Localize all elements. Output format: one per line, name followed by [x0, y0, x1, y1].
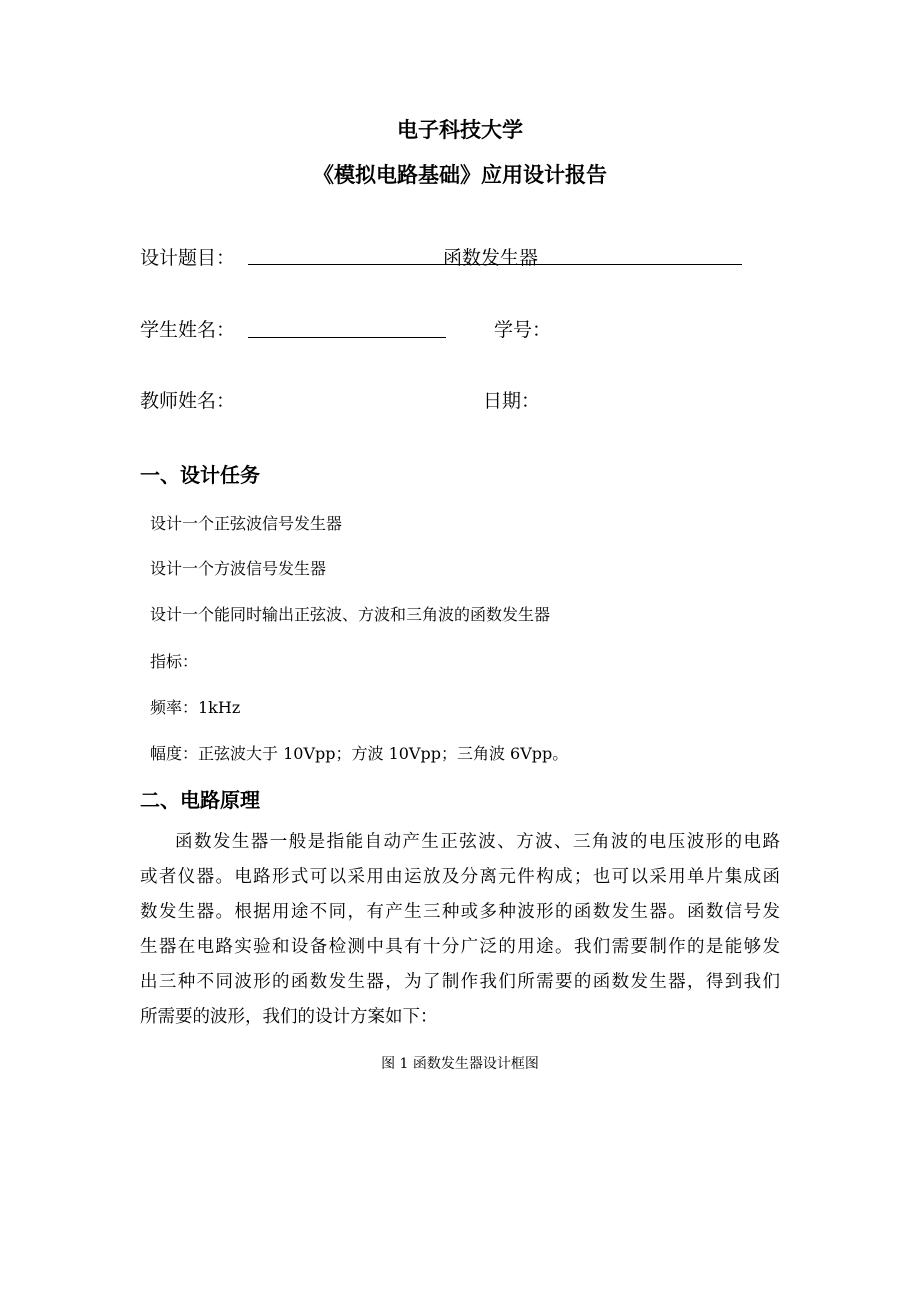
principle-paragraph [140, 828, 780, 1038]
task-item: 频率：1kHz [150, 698, 241, 717]
paragraph-line: 函数发生器一般是指能自动产生正弦波、方波、三角波的电压波形的电路 [175, 832, 780, 852]
figure-caption: 图 1 函数发生器设计框图 [381, 1056, 539, 1072]
report-title: 《模拟电路基础》应用设计报告 [313, 162, 607, 187]
section2-heading: 二、电路原理 [140, 788, 260, 812]
task-item: 设计一个正弦波信号发生器 [150, 514, 343, 533]
task-item: 设计一个能同时输出正弦波、方波和三角波的函数发生器 [150, 605, 551, 624]
student-name-underline [248, 337, 446, 338]
student-name-label: 学生姓名： [140, 319, 236, 341]
paragraph-line: 所需要的波形，我们的设计方案如下： [140, 1007, 438, 1027]
paragraph-line: 出三种不同波形的函数发生器，为了制作我们所需要的函数发生器，得到我们 [140, 972, 780, 992]
paragraph-line: 生器在电路实验和设备检测中具有十分广泛的用途。我们需要制作的是能够发 [140, 937, 780, 957]
task-item: 幅度：正弦波大于 10Vpp；方波 10Vpp；三角波 6Vpp。 [150, 744, 569, 763]
paragraph-line: 或者仪器。电路形式可以采用由运放及分离元件构成；也可以采用单片集成函 [140, 867, 780, 887]
teacher-name-label: 教师姓名： [140, 390, 236, 412]
date-label: 日期： [483, 390, 541, 412]
university-title: 电子科技大学 [397, 117, 523, 142]
task-item: 指标： [150, 652, 199, 671]
paragraph-line: 数发生器。根据用途不同，有产生三种或多种波形的函数发生器。函数信号发 [140, 902, 780, 922]
student-id-label: 学号： [494, 319, 552, 341]
task-item: 设计一个方波信号发生器 [150, 559, 327, 578]
section1-heading: 一、设计任务 [140, 463, 260, 487]
topic-value: 函数发生器 [443, 247, 539, 269]
topic-label: 设计题目： [140, 247, 236, 269]
